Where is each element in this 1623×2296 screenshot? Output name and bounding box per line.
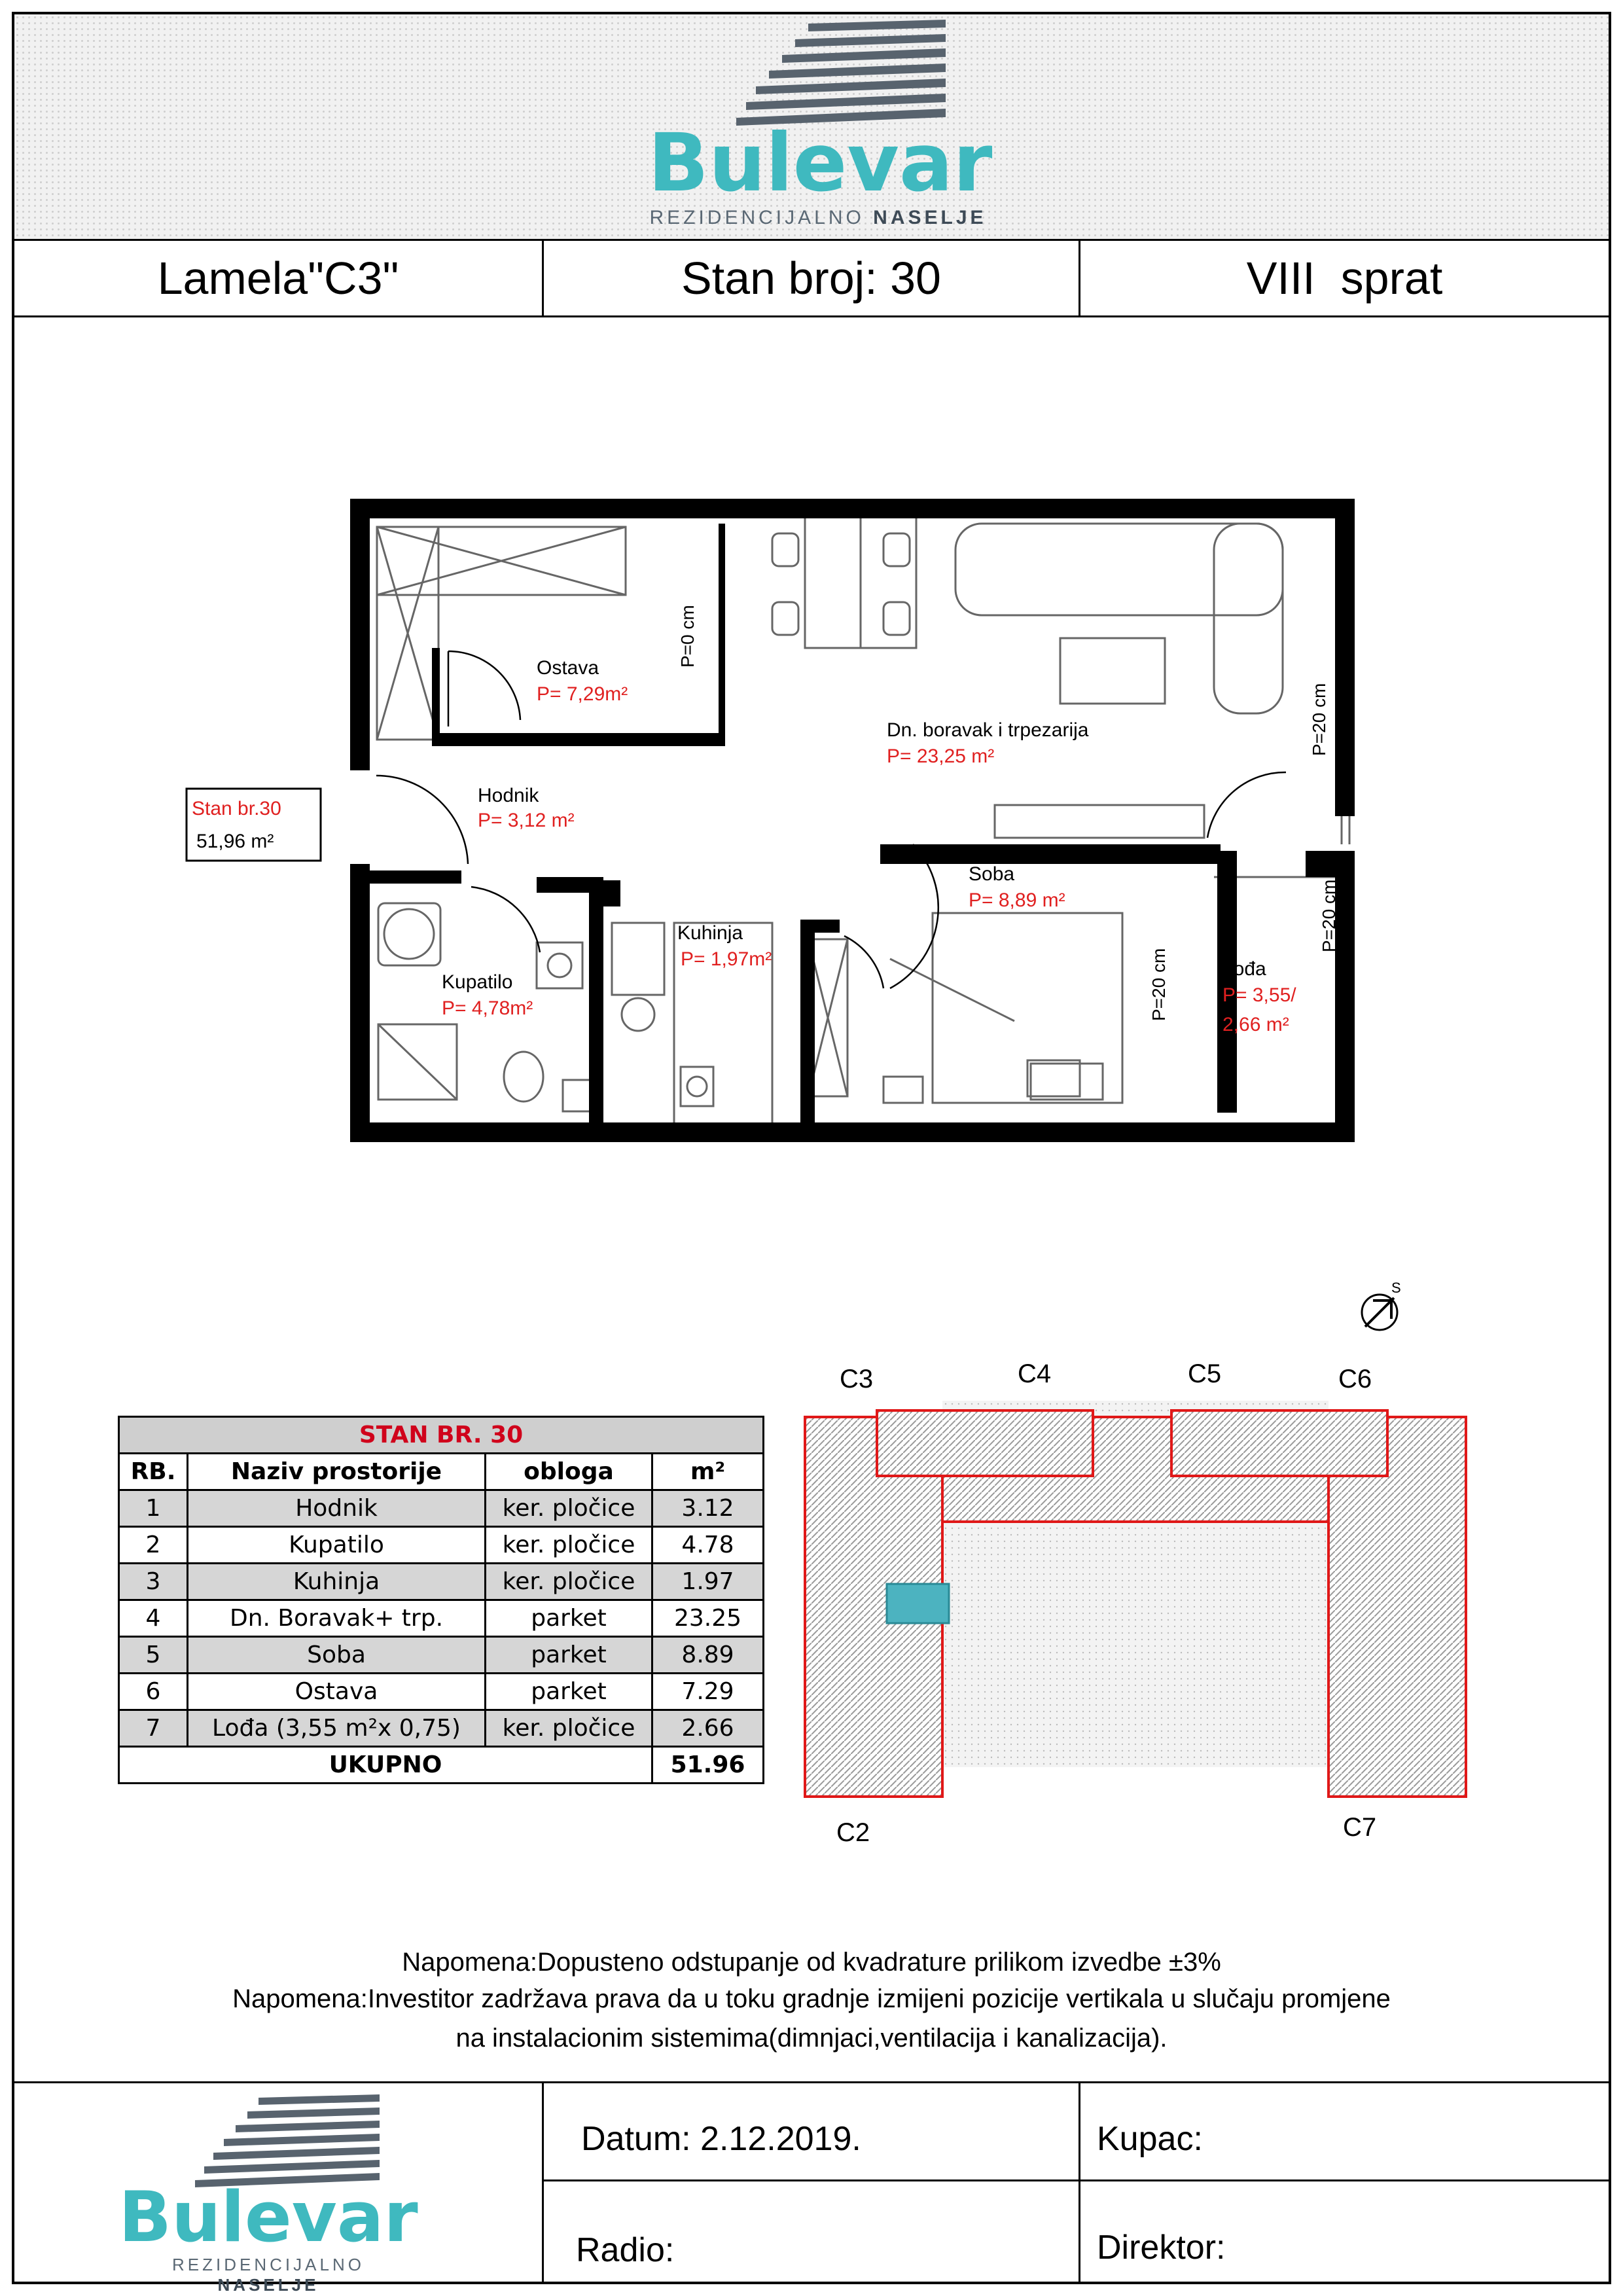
dim-label: P=20 cm xyxy=(1149,948,1169,1021)
table-cell: 7 xyxy=(119,1710,188,1747)
room-name: Kuhinja xyxy=(677,922,743,944)
room-name: Ostava xyxy=(537,657,599,679)
brand-name: Bulevar xyxy=(118,2177,418,2257)
table-cell: 3.12 xyxy=(652,1490,764,1527)
lamela-label: C4 xyxy=(1018,1359,1052,1388)
table-header: obloga xyxy=(486,1454,652,1490)
apartment-number: Stan broj: 30 xyxy=(681,252,941,304)
site-plan xyxy=(792,1270,1479,1859)
lamela-label: C3 xyxy=(840,1365,874,1393)
brand-sub-right: NASELJE xyxy=(873,207,987,228)
north-label: S xyxy=(1391,1280,1401,1296)
brand-sub-right: NASELJE xyxy=(217,2275,319,2295)
prepared-by-field: Radio: xyxy=(576,2231,675,2269)
area-table xyxy=(118,1416,764,1784)
room-area: P= 7,29m² xyxy=(537,683,628,705)
brand-name: Bulevar xyxy=(648,117,993,209)
table-cell: 4 xyxy=(119,1600,188,1637)
table-cell: 1.97 xyxy=(652,1564,764,1600)
table-cell: 2.66 xyxy=(652,1710,764,1747)
buyer-field: Kupac: xyxy=(1097,2120,1203,2158)
table-cell: Dn. Boravak+ trp. xyxy=(188,1600,486,1637)
table-cell: Lođa (3,55 m²x 0,75) xyxy=(188,1710,486,1747)
note-3: na instalacionim sistemima(dimnjaci,ventilacija i kanalizacija). xyxy=(455,2024,1168,2053)
lamela-label: C6 xyxy=(1338,1365,1372,1393)
table-header-row xyxy=(119,1454,764,1490)
floor-label: VIII sprat xyxy=(1246,252,1443,304)
table-total-row xyxy=(119,1747,764,1784)
table-row xyxy=(119,1637,764,1674)
table-cell: Hodnik xyxy=(188,1490,486,1527)
table-title: STAN BR. 30 xyxy=(119,1417,764,1454)
table-cell: ker. pločice xyxy=(486,1490,652,1527)
table-cell: 5 xyxy=(119,1637,188,1674)
lamela-label: Lamela"C3" xyxy=(157,252,399,304)
room-name: Lođa xyxy=(1222,958,1266,980)
footer-divider-2 xyxy=(1079,2081,1080,2282)
north-arrow-icon xyxy=(1362,1280,1401,1330)
room-area: P= 3,55/ xyxy=(1222,984,1296,1006)
table-cell: Ostava xyxy=(188,1674,486,1710)
lamela-label: C2 xyxy=(836,1818,870,1847)
table-cell: ker. pločice xyxy=(486,1710,652,1747)
room-area: P= 4,78m² xyxy=(442,997,533,1019)
table-row xyxy=(119,1600,764,1637)
room-name: Dn. boravak i trpezarija xyxy=(887,719,1089,741)
table-cell: 8.89 xyxy=(652,1637,764,1674)
apartment-tag-title: Stan br.30 xyxy=(192,798,281,819)
brand-sub-left: REZIDENCIJALNO xyxy=(649,207,865,228)
footer-divider-1 xyxy=(542,2081,544,2282)
dim-label: P=20 cm xyxy=(1309,683,1329,756)
table-cell: Kuhinja xyxy=(188,1564,486,1600)
room-area: P= 3,12 m² xyxy=(478,810,575,831)
table-row xyxy=(119,1527,764,1564)
note-1: Napomena:Dopusteno odstupanje od kvadrature prilikom izvedbe ±3% xyxy=(402,1948,1221,1977)
table-cell: 4.78 xyxy=(652,1527,764,1564)
apartment-tag-area: 51,96 m² xyxy=(196,831,274,852)
table-cell: Soba xyxy=(188,1637,486,1674)
date-field: Datum: 2.12.2019. xyxy=(581,2120,861,2158)
room-area: P= 1,97m² xyxy=(681,948,772,970)
table-cell: 2 xyxy=(119,1527,188,1564)
lamela-label: C7 xyxy=(1343,1813,1377,1842)
room-area: P= 8,89 m² xyxy=(969,889,1065,911)
table-header: RB. xyxy=(119,1454,188,1490)
table-cell: Kupatilo xyxy=(188,1527,486,1564)
dim-label: P=20 cm xyxy=(1319,879,1339,952)
lamela-label: C5 xyxy=(1188,1359,1222,1388)
apartment-highlight xyxy=(887,1584,949,1623)
table-cell: ker. pločice xyxy=(486,1564,652,1600)
table-cell: ker. pločice xyxy=(486,1527,652,1564)
table-row xyxy=(119,1674,764,1710)
footer-logo xyxy=(118,2091,419,2295)
table-cell: 3 xyxy=(119,1564,188,1600)
dim-label: P=0 cm xyxy=(677,605,698,668)
brand-sub-left: REZIDENCIJALNO xyxy=(172,2255,365,2274)
room-area: P= 23,25 m² xyxy=(887,745,995,767)
table-header: m² xyxy=(652,1454,764,1490)
table-cell: 7.29 xyxy=(652,1674,764,1710)
footer-top-line xyxy=(14,2081,1609,2083)
table-row xyxy=(119,1564,764,1600)
note-2: Napomena:Investitor zadržava prava da u toku gradnje izmijeni pozicije vertikala u slučaju promjene xyxy=(232,1984,1391,2013)
total-label: UKUPNO xyxy=(119,1747,652,1784)
brand-subtitle xyxy=(118,2255,419,2295)
table-cell: parket xyxy=(486,1674,652,1710)
table-cell: parket xyxy=(486,1600,652,1637)
room-name: Hodnik xyxy=(478,785,539,806)
table-cell: 6 xyxy=(119,1674,188,1710)
table-row xyxy=(119,1490,764,1527)
table-cell: parket xyxy=(486,1637,652,1674)
table-row xyxy=(119,1710,764,1747)
table-header: Naziv prostorije xyxy=(188,1454,486,1490)
room-area-2: 2,66 m² xyxy=(1222,1014,1289,1035)
director-field: Direktor: xyxy=(1097,2229,1226,2267)
footer-mid-line xyxy=(542,2179,1609,2181)
room-name: Soba xyxy=(969,863,1015,885)
table-cell: 1 xyxy=(119,1490,188,1527)
room-name: Kupatilo xyxy=(442,971,513,993)
table-cell: 23.25 xyxy=(652,1600,764,1637)
total-value: 51.96 xyxy=(652,1747,764,1784)
